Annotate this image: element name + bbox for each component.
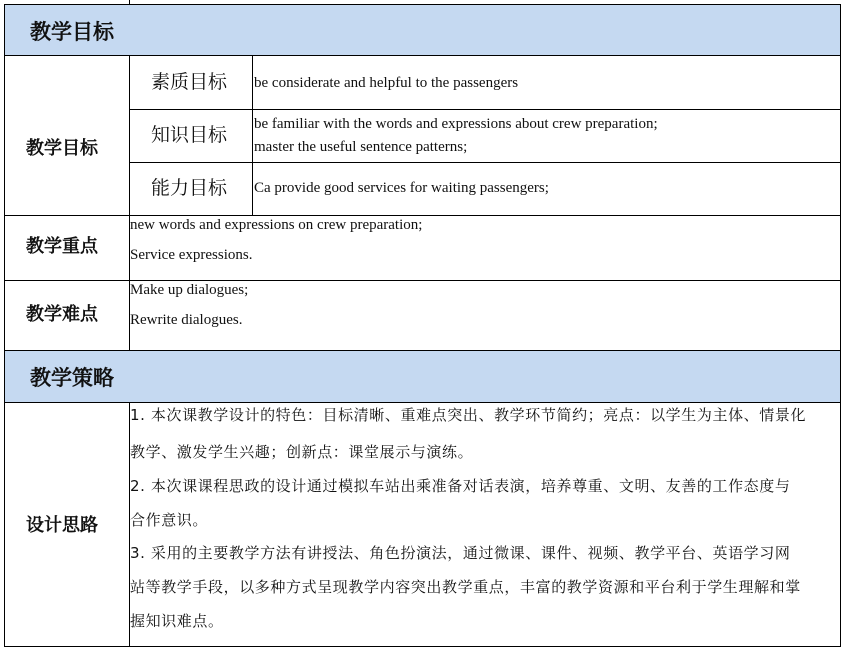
knowledge-objective-line-2: master the useful sentence patterns;	[254, 139, 468, 155]
objectives-row-label: 教学目标	[26, 138, 98, 159]
ability-objective-text: Ca provide good services for waiting passengers;	[254, 180, 549, 196]
quality-objective-text: be considerate and helpful to the passengers	[254, 75, 519, 91]
strategy-section-title: 教学策略	[30, 366, 114, 390]
difficulties-line-1: Make up dialogues;	[130, 282, 249, 298]
design-line-6: 站等教学手段，以多种方式呈现教学内容突出教学重点，丰富的教学资源和平台利于学生理解和掌	[130, 578, 801, 596]
design-line-1: 1. 本次课教学设计的特色：目标清晰、重难点突出、教学环节简约；亮点：以学生为主体、情景化	[130, 406, 807, 424]
knowledge-objective-line-1: be familiar with the words and expressions about crew preparation;	[254, 116, 658, 132]
design-label: 设计思路	[26, 515, 98, 536]
rule-col1	[129, 0, 130, 5]
rule-objective-1	[130, 109, 841, 110]
strategy-section-band	[4, 351, 840, 402]
ability-objective-label: 能力目标	[151, 177, 228, 199]
design-line-2: 教学、激发学生兴趣；创新点：课堂展示与演练。	[130, 443, 474, 461]
rule-right	[840, 4, 841, 647]
design-line-5: 3. 采用的主要教学方法有讲授法、角色扮演法，通过微课、课件、视频、教学平台、英语学习网	[130, 544, 791, 562]
rule-left	[4, 4, 5, 647]
design-line-7: 握知识难点。	[130, 612, 224, 630]
key-points-line-1: new words and expressions on crew preparation;	[130, 217, 423, 233]
difficulties-label: 教学难点	[26, 304, 98, 325]
rule-objective-2	[130, 162, 841, 163]
rule-col2	[252, 55, 253, 216]
objectives-section-title: 教学目标	[30, 20, 114, 44]
design-line-3: 2. 本次课课程思政的设计通过模拟车站出乘准备对话表演，培养尊重、文明、友善的工作态度与	[130, 477, 791, 495]
objectives-section-band	[4, 5, 840, 55]
quality-objective-label: 素质目标	[151, 71, 228, 93]
difficulties-line-2: Rewrite dialogues.	[130, 312, 243, 328]
rule-col1-body	[129, 55, 130, 351]
key-points-label: 教学重点	[26, 236, 98, 257]
knowledge-objective-label: 知识目标	[151, 124, 228, 146]
key-points-line-2: Service expressions.	[130, 247, 253, 263]
design-line-4: 合作意识。	[130, 511, 209, 529]
